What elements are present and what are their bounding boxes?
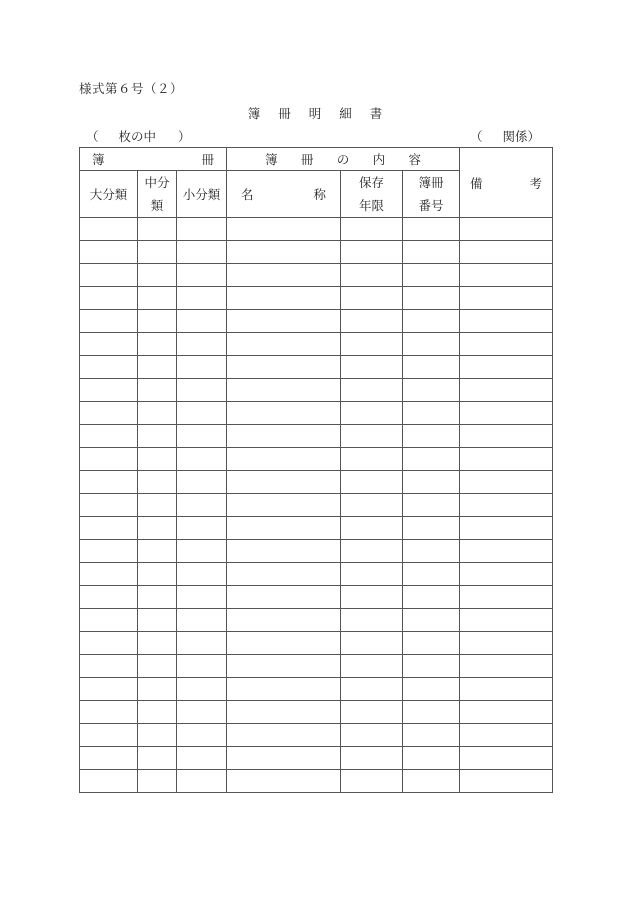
- cell-minor-category: [177, 655, 227, 678]
- table-row: [80, 218, 553, 241]
- cell-middle-category: [138, 264, 177, 287]
- cell-middle-category: [138, 609, 177, 632]
- cell-ledger-number: [403, 402, 460, 425]
- cell-major-category: [80, 701, 138, 724]
- header-char: 名: [241, 187, 254, 202]
- cell-name: [227, 310, 341, 333]
- cell-retention-period: [341, 494, 403, 517]
- cell-major-category: [80, 517, 138, 540]
- cell-middle-category: [138, 287, 177, 310]
- cell-major-category: [80, 655, 138, 678]
- cell-retention-period: [341, 310, 403, 333]
- table-row: [80, 448, 553, 471]
- cell-ledger-number: [403, 724, 460, 747]
- cell-major-category: [80, 494, 138, 517]
- table-row: [80, 402, 553, 425]
- cell-middle-category: [138, 218, 177, 241]
- cell-remarks: [460, 494, 553, 517]
- table-row: [80, 471, 553, 494]
- cell-name: [227, 356, 341, 379]
- cell-remarks: [460, 333, 553, 356]
- cell-minor-category: [177, 563, 227, 586]
- cell-retention-period: [341, 540, 403, 563]
- header-name: [227, 171, 341, 218]
- cell-retention-period: [341, 747, 403, 770]
- cell-major-category: [80, 609, 138, 632]
- table-row: [80, 770, 553, 793]
- header-minor-category: 小分類: [177, 171, 227, 218]
- table-row: [80, 287, 553, 310]
- cell-name: [227, 287, 341, 310]
- header-line: 簿冊: [418, 175, 444, 190]
- cell-major-category: [80, 632, 138, 655]
- cell-ledger-number: [403, 770, 460, 793]
- header-char: 容: [408, 152, 422, 167]
- sheet-count: [86, 127, 191, 145]
- cell-name: [227, 724, 341, 747]
- cell-minor-category: [177, 678, 227, 701]
- cell-major-category: [80, 563, 138, 586]
- cell-remarks: [460, 770, 553, 793]
- cell-minor-category: [177, 379, 227, 402]
- cell-remarks: [460, 540, 553, 563]
- cell-major-category: [80, 770, 138, 793]
- cell-minor-category: [177, 770, 227, 793]
- header-line: 番号: [418, 198, 444, 213]
- cell-minor-category: [177, 701, 227, 724]
- cell-retention-period: [341, 563, 403, 586]
- cell-minor-category: [177, 241, 227, 264]
- cell-ledger-number: [403, 425, 460, 448]
- cell-major-category: [80, 724, 138, 747]
- cell-ledger-number: [403, 540, 460, 563]
- cell-middle-category: [138, 655, 177, 678]
- cell-name: [227, 770, 341, 793]
- table-row: [80, 632, 553, 655]
- header-ledger-group: [80, 148, 227, 171]
- cell-retention-period: [341, 609, 403, 632]
- header-char: 簿: [265, 152, 278, 167]
- cell-remarks: [460, 586, 553, 609]
- header-retention-period: [341, 171, 403, 218]
- cell-retention-period: [341, 655, 403, 678]
- cell-retention-period: [341, 356, 403, 379]
- cell-name: [227, 494, 341, 517]
- table-row: [80, 609, 553, 632]
- cell-ledger-number: [403, 241, 460, 264]
- cell-ledger-number: [403, 517, 460, 540]
- cell-ledger-number: [403, 218, 460, 241]
- cell-ledger-number: [403, 586, 460, 609]
- title-char: 明: [308, 106, 322, 121]
- cell-remarks: [460, 471, 553, 494]
- cell-middle-category: [138, 678, 177, 701]
- table-row: [80, 425, 553, 448]
- header-char: の: [336, 152, 350, 167]
- cell-ledger-number: [403, 655, 460, 678]
- cell-remarks: [460, 701, 553, 724]
- title-char: 書: [369, 106, 383, 121]
- cell-name: [227, 448, 341, 471]
- cell-major-category: [80, 379, 138, 402]
- cell-minor-category: [177, 356, 227, 379]
- cell-ledger-number: [403, 356, 460, 379]
- table-row: [80, 540, 553, 563]
- table-row: [80, 701, 553, 724]
- table-row: [80, 356, 553, 379]
- cell-middle-category: [138, 724, 177, 747]
- cell-retention-period: [341, 770, 403, 793]
- cell-ledger-number: [403, 310, 460, 333]
- table-row: [80, 241, 553, 264]
- title-char: 簿: [247, 106, 261, 121]
- table-row: [80, 333, 553, 356]
- header-remarks: [460, 148, 553, 218]
- cell-minor-category: [177, 724, 227, 747]
- header-line: 類: [150, 198, 164, 213]
- header-char: 冊: [300, 152, 314, 167]
- cell-major-category: [80, 241, 138, 264]
- cell-major-category: [80, 356, 138, 379]
- relation-text: 関係）: [502, 129, 541, 144]
- cell-retention-period: [341, 264, 403, 287]
- cell-retention-period: [341, 379, 403, 402]
- cell-name: [227, 563, 341, 586]
- title-char: 細: [339, 106, 352, 121]
- cell-middle-category: [138, 494, 177, 517]
- cell-ledger-number: [403, 701, 460, 724]
- table-row: [80, 586, 553, 609]
- cell-remarks: [460, 563, 553, 586]
- cell-retention-period: [341, 448, 403, 471]
- cell-retention-period: [341, 241, 403, 264]
- cell-minor-category: [177, 494, 227, 517]
- cell-middle-category: [138, 770, 177, 793]
- cell-major-category: [80, 218, 138, 241]
- header-middle-category: [138, 171, 177, 218]
- cell-name: [227, 655, 341, 678]
- cell-major-category: [80, 264, 138, 287]
- cell-retention-period: [341, 701, 403, 724]
- cell-name: [227, 678, 341, 701]
- cell-retention-period: [341, 402, 403, 425]
- header-char: 称: [313, 187, 327, 202]
- header-char: 簿: [92, 152, 105, 167]
- cell-remarks: [460, 356, 553, 379]
- table-row: [80, 747, 553, 770]
- table-row: [80, 655, 553, 678]
- cell-major-category: [80, 540, 138, 563]
- cell-minor-category: [177, 218, 227, 241]
- relation-open: （: [470, 129, 483, 144]
- cell-remarks: [460, 678, 553, 701]
- cell-remarks: [460, 264, 553, 287]
- title-char: 冊: [278, 106, 291, 121]
- cell-remarks: [460, 310, 553, 333]
- cell-major-category: [80, 678, 138, 701]
- cell-remarks: [460, 517, 553, 540]
- cell-name: [227, 517, 341, 540]
- cell-minor-category: [177, 287, 227, 310]
- form-number: 様式第６号（２）: [79, 81, 184, 96]
- table-row: [80, 379, 553, 402]
- cell-middle-category: [138, 540, 177, 563]
- cell-remarks: [460, 609, 553, 632]
- cell-name: [227, 701, 341, 724]
- cell-name: [227, 747, 341, 770]
- cell-retention-period: [341, 287, 403, 310]
- cell-remarks: [460, 747, 553, 770]
- header-line: 年限: [359, 198, 385, 213]
- cell-name: [227, 609, 341, 632]
- sheet-count-open: （: [86, 129, 99, 144]
- cell-major-category: [80, 310, 138, 333]
- cell-remarks: [460, 448, 553, 471]
- cell-minor-category: [177, 333, 227, 356]
- cell-retention-period: [341, 471, 403, 494]
- document-title: [0, 104, 630, 122]
- table-row: [80, 494, 553, 517]
- cell-minor-category: [177, 747, 227, 770]
- cell-major-category: [80, 448, 138, 471]
- cell-middle-category: [138, 241, 177, 264]
- cell-name: [227, 379, 341, 402]
- cell-name: [227, 471, 341, 494]
- cell-remarks: [460, 425, 553, 448]
- table-row: [80, 563, 553, 586]
- cell-minor-category: [177, 448, 227, 471]
- cell-remarks: [460, 218, 553, 241]
- cell-minor-category: [177, 471, 227, 494]
- cell-retention-period: [341, 724, 403, 747]
- cell-middle-category: [138, 632, 177, 655]
- cell-name: [227, 218, 341, 241]
- cell-major-category: [80, 471, 138, 494]
- cell-retention-period: [341, 586, 403, 609]
- cell-retention-period: [341, 632, 403, 655]
- cell-ledger-number: [403, 264, 460, 287]
- header-ledger-number: [403, 171, 460, 218]
- cell-minor-category: [177, 425, 227, 448]
- cell-name: [227, 425, 341, 448]
- cell-major-category: [80, 425, 138, 448]
- cell-major-category: [80, 747, 138, 770]
- table-row: [80, 517, 553, 540]
- cell-name: [227, 264, 341, 287]
- header-major-category: 大分類: [80, 171, 138, 218]
- cell-name: [227, 241, 341, 264]
- cell-middle-category: [138, 563, 177, 586]
- cell-middle-category: [138, 356, 177, 379]
- table-row: [80, 310, 553, 333]
- cell-minor-category: [177, 632, 227, 655]
- cell-middle-category: [138, 333, 177, 356]
- cell-ledger-number: [403, 379, 460, 402]
- cell-retention-period: [341, 678, 403, 701]
- cell-major-category: [80, 287, 138, 310]
- cell-middle-category: [138, 701, 177, 724]
- cell-minor-category: [177, 517, 227, 540]
- cell-ledger-number: [403, 287, 460, 310]
- cell-middle-category: [138, 379, 177, 402]
- cell-remarks: [460, 241, 553, 264]
- cell-name: [227, 402, 341, 425]
- sheet-count-close: ）: [178, 129, 191, 144]
- cell-middle-category: [138, 747, 177, 770]
- header-content-group: [227, 148, 460, 171]
- header-line: 中分: [144, 175, 170, 190]
- cell-middle-category: [138, 310, 177, 333]
- cell-remarks: [460, 655, 553, 678]
- header-char: 内: [372, 152, 386, 167]
- cell-remarks: [460, 632, 553, 655]
- table-row: [80, 724, 553, 747]
- table-row: [80, 678, 553, 701]
- cell-ledger-number: [403, 471, 460, 494]
- table-row: [80, 264, 553, 287]
- cell-ledger-number: [403, 448, 460, 471]
- sheet-count-label: 枚の中: [118, 129, 157, 144]
- cell-name: [227, 586, 341, 609]
- cell-retention-period: [341, 218, 403, 241]
- cell-minor-category: [177, 540, 227, 563]
- cell-middle-category: [138, 448, 177, 471]
- cell-major-category: [80, 586, 138, 609]
- cell-name: [227, 540, 341, 563]
- cell-remarks: [460, 724, 553, 747]
- cell-minor-category: [177, 402, 227, 425]
- header-row-group: [80, 148, 553, 171]
- cell-middle-category: [138, 517, 177, 540]
- relation-label: [470, 127, 540, 145]
- cell-middle-category: [138, 586, 177, 609]
- cell-middle-category: [138, 425, 177, 448]
- cell-major-category: [80, 402, 138, 425]
- cell-middle-category: [138, 471, 177, 494]
- cell-major-category: [80, 333, 138, 356]
- cell-ledger-number: [403, 632, 460, 655]
- cell-retention-period: [341, 517, 403, 540]
- cell-middle-category: [138, 402, 177, 425]
- cell-retention-period: [341, 333, 403, 356]
- cell-retention-period: [341, 425, 403, 448]
- cell-name: [227, 333, 341, 356]
- cell-minor-category: [177, 310, 227, 333]
- header-char: 備: [470, 176, 483, 191]
- cell-ledger-number: [403, 678, 460, 701]
- cell-ledger-number: [403, 747, 460, 770]
- cell-ledger-number: [403, 609, 460, 632]
- cell-ledger-number: [403, 494, 460, 517]
- header-line: 保存: [359, 175, 385, 190]
- cell-ledger-number: [403, 563, 460, 586]
- cell-remarks: [460, 402, 553, 425]
- header-char: 冊: [201, 152, 215, 167]
- ledger-table: [79, 147, 553, 793]
- cell-ledger-number: [403, 333, 460, 356]
- cell-minor-category: [177, 586, 227, 609]
- cell-minor-category: [177, 609, 227, 632]
- header-char: 考: [529, 176, 543, 191]
- cell-remarks: [460, 287, 553, 310]
- cell-minor-category: [177, 264, 227, 287]
- cell-name: [227, 632, 341, 655]
- cell-remarks: [460, 379, 553, 402]
